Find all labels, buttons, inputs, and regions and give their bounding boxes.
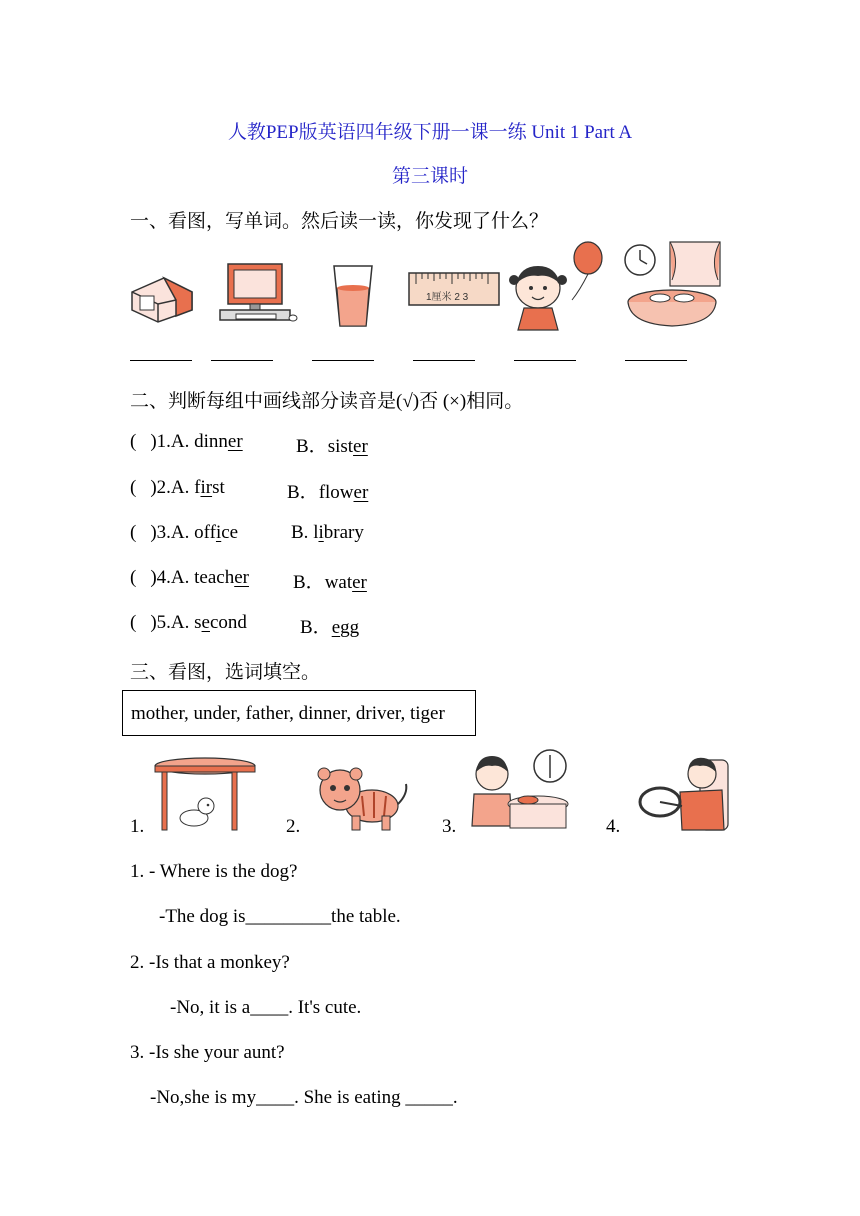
phonics-item: ( )2.A. first — [130, 477, 225, 498]
phonics-item: ( )1.A. dinner — [130, 431, 243, 452]
section2-heading: 二、判断每组中画线部分读音是(√)否 (×)相同。 — [130, 391, 524, 412]
phonics-item: ( )3.A. office — [130, 522, 239, 543]
girl-with-balloon-icon — [506, 240, 606, 330]
tiger-icon — [312, 760, 412, 832]
worksheet-title: 人教PEP版英语四年级下册一课一练 Unit 1 Part A — [227, 122, 633, 143]
answer-blank-1[interactable] — [130, 360, 192, 361]
ruler-label: 1厘米 2 3 — [426, 292, 469, 303]
phonics-item-b: B．flower — [287, 482, 369, 503]
phonics-item-b: B. library — [291, 522, 364, 543]
father-driving-icon — [630, 752, 732, 832]
phonics-item: ( )5.A. second — [130, 612, 247, 633]
word-bank: mother, under, father, dinner, driver, tiger — [131, 703, 445, 724]
picture-label-1: 1. — [130, 816, 145, 837]
ruler-icon — [408, 272, 500, 306]
section3-heading: 三、看图，选词填空。 — [130, 662, 321, 683]
answer-blank-3[interactable] — [312, 360, 374, 361]
dinner-table-icon — [620, 240, 724, 330]
phonics-item-b: B．water — [293, 572, 367, 593]
section1-heading: 一、看图，写单词。然后读一读，你发现了什么？ — [130, 211, 549, 232]
word-bank-box — [122, 690, 476, 736]
answer-blank-4[interactable] — [413, 360, 475, 361]
answer-blank-6[interactable] — [625, 360, 687, 361]
answer-line-1[interactable]: -The dog is_________the table. — [159, 906, 401, 927]
question-1: 1. - Where is the dog? — [130, 861, 298, 882]
question-2: 2. -Is that a monkey? — [130, 952, 290, 973]
question-3: 3. -Is she your aunt? — [130, 1042, 285, 1063]
table-with-dog-icon — [152, 756, 258, 832]
eraser-icon — [128, 270, 198, 326]
computer-icon — [218, 262, 298, 328]
picture-label-2: 2. — [286, 816, 301, 837]
answer-blank-5[interactable] — [514, 360, 576, 361]
answer-line-2[interactable]: -No, it is a____. It's cute. — [170, 997, 362, 1018]
phonics-item-b: B．egg — [300, 617, 360, 638]
answer-line-3[interactable]: -No,she is my____. She is eating _____. — [150, 1087, 458, 1108]
picture-label-4: 4. — [606, 816, 621, 837]
lesson-subtitle: 第三课时 — [391, 166, 468, 187]
answer-blank-2[interactable] — [211, 360, 273, 361]
mother-eating-dinner-icon — [466, 746, 574, 832]
phonics-item-b: B．sister — [296, 436, 368, 457]
phonics-item: ( )4.A. teacher — [130, 567, 249, 588]
picture-label-3: 3. — [442, 816, 457, 837]
water-glass-icon — [330, 262, 376, 330]
